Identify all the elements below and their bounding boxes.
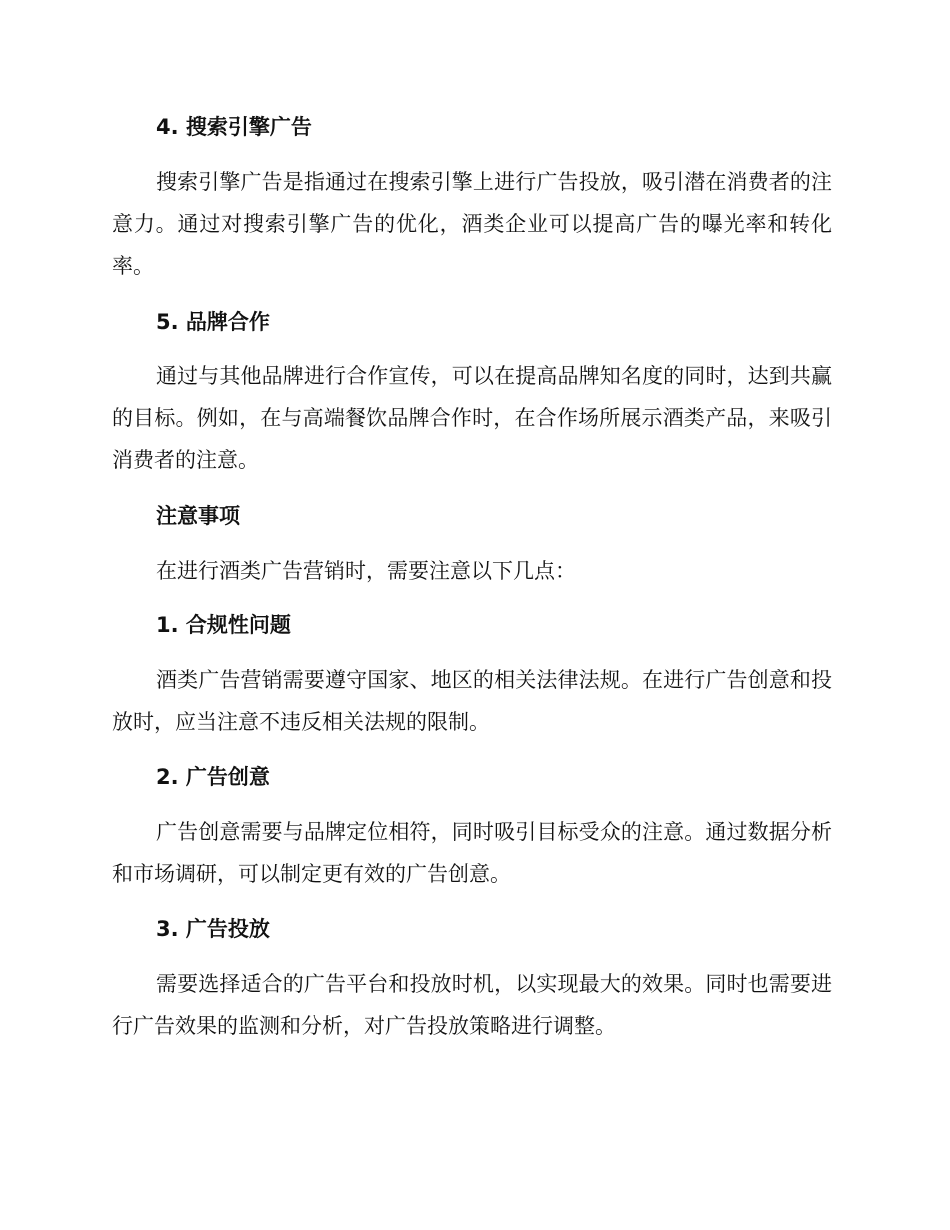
section-heading-search-engine-ads: 4. 搜索引擎广告 <box>156 115 312 139</box>
section-heading-compliance: 1. 合规性问题 <box>156 613 291 637</box>
section-body-ad-placement: 需要选择适合的广告平台和投放时机，以实现最大的效果。同时也需要进行广告效果的监测和分析，对广告投放策略进行调整。 <box>112 972 832 1038</box>
section-heading-brand-cooperation: 5. 品牌合作 <box>156 310 270 334</box>
section-body-brand-cooperation: 通过与其他品牌进行合作宣传，可以在提高品牌知名度的同时，达到共赢的目标。例如，在与高端餐饮品牌合作时，在合作场所展示酒类产品，来吸引消费者的注意。 <box>112 364 832 472</box>
section-body-ad-creative: 广告创意需要与品牌定位相符，同时吸引目标受众的注意。通过数据分析和市场调研，可以制定更有效的广告创意。 <box>112 820 832 886</box>
section-heading-notes: 注意事项 <box>156 504 240 528</box>
section-body-compliance: 酒类广告营销需要遵守国家、地区的相关法律法规。在进行广告创意和投放时，应当注意不违反相关法规的限制。 <box>112 668 832 734</box>
section-body-search-engine-ads: 搜索引擎广告是指通过在搜索引擎上进行广告投放，吸引潜在消费者的注意力。通过对搜索引擎广告的优化，酒类企业可以提高广告的曝光率和转化率。 <box>112 170 832 278</box>
section-heading-ad-placement: 3. 广告投放 <box>156 917 270 941</box>
section-body-notes: 在进行酒类广告营销时，需要注意以下几点： <box>156 559 576 583</box>
section-heading-ad-creative: 2. 广告创意 <box>156 765 270 789</box>
